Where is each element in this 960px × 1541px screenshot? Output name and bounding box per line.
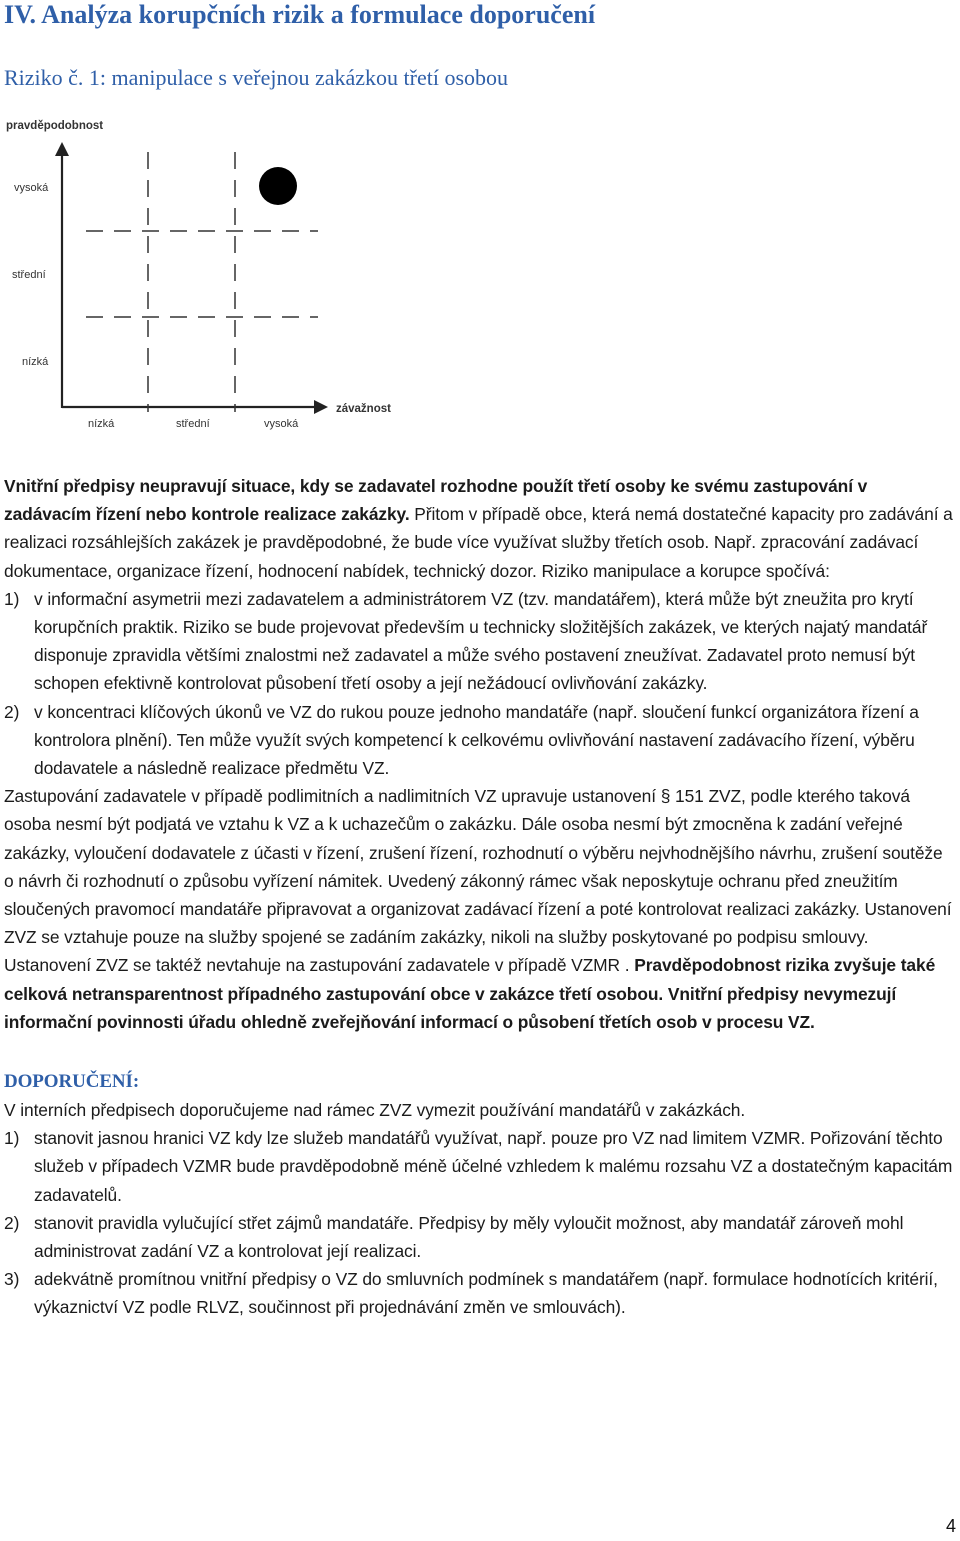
recommendation-item xyxy=(4,1124,956,1209)
y-tick-label-low: nízká xyxy=(22,356,49,368)
paragraph-intro-bold: Vnitřní předpisy neupravují situace, kdy se zadavatel rozhodne použít třetí osoby ke svému zastupování v zadávacím řízení nebo kontrole realizace zakázky. xyxy=(4,476,868,525)
page-number: 4 xyxy=(945,1516,956,1536)
risk-point xyxy=(259,167,297,205)
risk-title: Riziko č. 1: manipulace s veřejnou zakázkou třetí osobou xyxy=(4,65,509,90)
list-number: 3) xyxy=(4,1269,20,1290)
recommendations-heading: DOPORUČENÍ: xyxy=(4,1071,140,1093)
y-axis-label: pravděpodobnost xyxy=(6,120,104,132)
list-text: stanovit pravidla vylučující střet zájmů mandatáře. Předpisy by měly vyloučit možnost, aby mandatář zároveň mohl administrovat zadání VZ a kontrolovat její realizaci. xyxy=(34,1212,904,1262)
risk-matrix-chart xyxy=(0,112,420,442)
y-axis-arrow xyxy=(55,142,69,156)
y-tick-label-mid: střední xyxy=(12,269,46,281)
paragraph-legal-bold: Pravděpodobnost rizika zvyšuje také celková netransparentnost případného zastupování obce v zakázce třetí osobou. Vnitřní předpisy nevymezují informační povinnosti úřadu ohledně zveřejňování informací o působení třetích osob v procesu VZ. xyxy=(4,955,936,1032)
x-axis-arrow xyxy=(314,400,328,414)
list-text: v informační asymetrii mezi zadavatelem a administrátorem VZ (tzv. mandatářem), která může být zneužita pro krytí korupčních praktik. Riziko se bude projevovat především u technicky složitějších zakázek, ve kterých najatý mandatář disponuje zpravidla většími znalostmi než zadavatel a může svého postavení zneužívat. Zadavatel proto nemusí být schopen efektivně kontrolovat působení třetí osoby a její nežádoucí ovlivňování zakázky. xyxy=(34,588,928,694)
paragraph-legal-text: Zastupování zadavatele v případě podlimitních a nadlimitních VZ upravuje ustanovení § 151 ZVZ, podle kterého taková osoba nesmí být podjatá ve vztahu k VZ a k uchazečům o zakázku. Dále osoba nesmí být zmocněna k zadání veřejné zakázky, vyloučení dodavatele z účasti v řízení, zrušení řízení, rozhodnutí o výběru nejvhodnějšího návrhu, zrušení soutěže o návrh či rozhodnutí o způsobu vyřízení námitek. Uvedený zákonný rámec však neposkytuje ochranu před zneužitím sloučených pravomocí mandatáře připravovat a organizovat zadávací řízení a poté kontrolovat realizaci zakázky. Ustanovení ZVZ se vztahuje pouze na služby spojené se zadáním zakázky, nikoli na služby poskytované po podpisu smlouvy. Ustanovení ZVZ se taktéž nevtahuje na zastupování zadavatele v případě VZMR . xyxy=(4,786,952,976)
list-number: 1) xyxy=(4,1128,20,1149)
recommendation-item xyxy=(4,1209,956,1265)
list-number: 2) xyxy=(4,701,20,722)
x-tick-label-high: vysoká xyxy=(264,418,299,430)
list-text: adekvátně promítnou vnitřní předpisy o VZ do smluvních podmínek s mandatářem (např. formulace hodnotících kritérií, výkaznictví VZ podle RLVZ, součinnost při projednávání změn ve smlouvách). xyxy=(34,1269,938,1318)
paragraph-intro-text: Přitom v případě obce, která nemá dostatečné kapacity pro zadávání a realizaci rozsáhlejších zakázek je pravděpodobné, že bude více využívat služby třetích osob. Např. zpracování zadávací dokumentace, organizace řízení, hodnocení nabídek, technický dozor. Riziko manipulace a korupce spočívá: xyxy=(4,504,953,581)
recommendations-intro: V interních předpisech doporučujeme nad rámec ZVZ vymezit používání mandatářů v zakázkách. xyxy=(4,1100,746,1121)
document-body xyxy=(4,472,956,1322)
paragraph-legal xyxy=(4,782,956,1036)
list-number: 1) xyxy=(4,588,20,609)
list-text: v koncentraci klíčových úkonů ve VZ do rukou pouze jednoho mandatáře (např. sloučení funkcí organizátora řízení a kontrolora plnění). Ten může využít svých kompetencí k celkovému ovlivňování nastavení zadávacího řízení, výběru dodavatele a následně realizace předmětu VZ. xyxy=(34,701,919,779)
data-points xyxy=(259,167,297,205)
risk-list-item xyxy=(4,698,956,783)
x-axis-label: závažnost xyxy=(336,403,391,415)
y-tick-label-high: vysoká xyxy=(14,182,49,194)
x-tick-label-low: nízká xyxy=(88,418,115,430)
list-number: 2) xyxy=(4,1212,20,1233)
recommendation-item xyxy=(4,1265,956,1321)
risk-list-item xyxy=(4,585,956,698)
section-heading: IV. Analýza korupčních rizik a formulace doporučení xyxy=(4,0,596,29)
paragraph-intro xyxy=(4,472,956,585)
list-text: stanovit jasnou hranici VZ kdy lze služeb mandatářů využívat, např. pouze pro VZ nad limitem VZMR. Pořizování těchto služeb v případech VZMR bude pravděpodobně méně účelné vzhledem k malému rozsahu VZ a dostatečným kapacitám zadavatelů. xyxy=(34,1128,953,1205)
x-tick-label-mid: střední xyxy=(176,418,210,430)
